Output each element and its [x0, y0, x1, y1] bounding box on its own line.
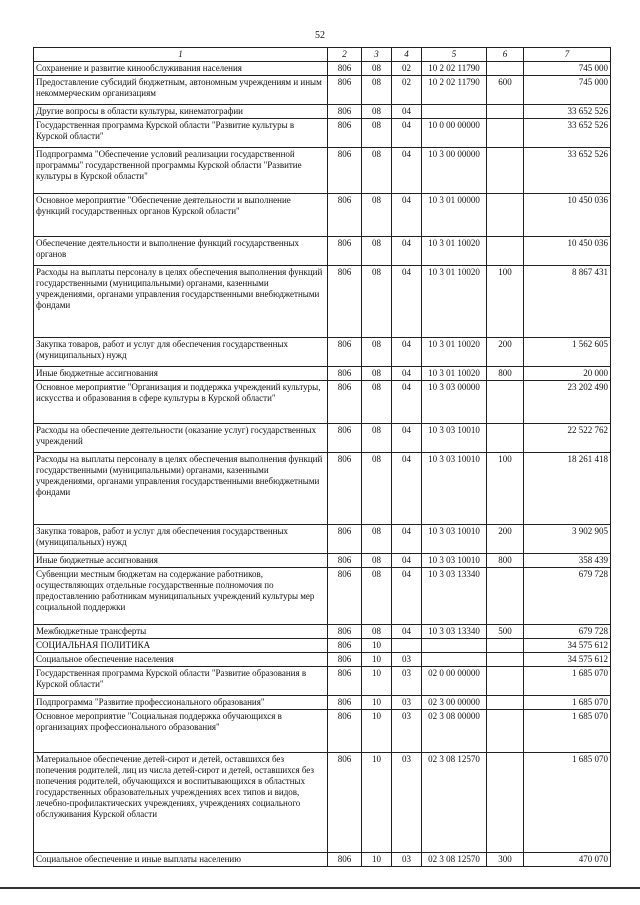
row-section: 08	[362, 568, 392, 625]
row-amount: 679 728	[524, 568, 611, 625]
row-expense-type	[487, 105, 524, 119]
row-name: Подпрограмма "Развитие профессионального образования"	[34, 696, 328, 710]
row-subsection: 03	[392, 753, 422, 853]
row-target-article: 10 3 03 13340	[422, 568, 487, 625]
row-ministry-code: 806	[328, 554, 362, 568]
row-ministry-code: 806	[328, 105, 362, 119]
row-section: 10	[362, 710, 392, 753]
row-amount: 1 685 070	[524, 696, 611, 710]
row-section: 08	[362, 424, 392, 453]
budget-table	[33, 47, 611, 867]
row-section: 10	[362, 753, 392, 853]
row-target-article: 10 3 03 10010	[422, 525, 487, 554]
row-amount: 33 652 526	[524, 119, 611, 148]
row-ministry-code: 806	[328, 367, 362, 381]
row-name: Расходы на выплаты персоналу в целях обеспечения выполнения функций государственными (муниципальными) органами, казенными учреждениями, органами управления государственными внебюджетными фондами	[34, 453, 328, 525]
row-name: Основное мероприятие "Организация и поддержка учреждений культуры, искусства и образования в сфере культуры в Курской области"	[34, 381, 328, 424]
row-expense-type	[487, 62, 524, 76]
row-name: Государственная программа Курской области "Развитие культуры в Курской области"	[34, 119, 328, 148]
row-amount: 33 652 526	[524, 148, 611, 194]
column-header: 3	[362, 48, 392, 62]
row-target-article: 10 3 03 10010	[422, 424, 487, 453]
row-target-article: 10 2 02 11790	[422, 76, 487, 105]
row-target-article: 10 3 01 10020	[422, 266, 487, 338]
row-name: Иные бюджетные ассигнования	[34, 554, 328, 568]
row-ministry-code: 806	[328, 525, 362, 554]
row-ministry-code: 806	[328, 424, 362, 453]
row-name: Субвенции местным бюджетам на содержание работников, осуществляющих отдельные государственные полномочия по предоставлению работникам муниципальных учреждений культуры мер социальной поддержки	[34, 568, 328, 625]
row-amount: 745 000	[524, 76, 611, 105]
table-row	[34, 710, 611, 753]
column-header: 1	[34, 48, 328, 62]
row-amount: 18 261 418	[524, 453, 611, 525]
row-ministry-code: 806	[328, 653, 362, 667]
row-subsection: 02	[392, 62, 422, 76]
row-subsection: 03	[392, 667, 422, 696]
row-subsection: 04	[392, 525, 422, 554]
row-name: Расходы на выплаты персоналу в целях обеспечения выполнения функций государственными (муниципальными) органами, казенными учреждениями, органами управления государственными внебюджетными фондами	[34, 266, 328, 338]
row-amount: 1 685 070	[524, 710, 611, 753]
page-number: 52	[315, 30, 325, 41]
row-section: 08	[362, 266, 392, 338]
row-ministry-code: 806	[328, 453, 362, 525]
row-section: 10	[362, 653, 392, 667]
row-ministry-code: 806	[328, 62, 362, 76]
row-target-article: 02 3 08 12570	[422, 753, 487, 853]
table-row	[34, 568, 611, 625]
row-ministry-code: 806	[328, 753, 362, 853]
row-expense-type	[487, 696, 524, 710]
row-section: 08	[362, 367, 392, 381]
row-subsection: 03	[392, 653, 422, 667]
row-target-article: 10 3 01 10020	[422, 338, 487, 367]
row-name: Другие вопросы в области культуры, кинематографии	[34, 105, 328, 119]
row-name: Социальное обеспечение населения	[34, 653, 328, 667]
row-ministry-code: 806	[328, 76, 362, 105]
row-amount: 34 575 612	[524, 653, 611, 667]
table-row	[34, 237, 611, 266]
row-amount: 470 070	[524, 853, 611, 867]
row-ministry-code: 806	[328, 568, 362, 625]
row-target-article: 10 0 00 00000	[422, 119, 487, 148]
row-subsection: 04	[392, 453, 422, 525]
row-subsection: 03	[392, 710, 422, 753]
row-name: Закупка товаров, работ и услуг для обеспечения государственных (муниципальных) нужд	[34, 338, 328, 367]
row-subsection: 04	[392, 119, 422, 148]
row-target-article	[422, 105, 487, 119]
row-ministry-code: 806	[328, 237, 362, 266]
table-row	[34, 853, 611, 867]
row-subsection: 04	[392, 237, 422, 266]
row-expense-type: 600	[487, 76, 524, 105]
row-target-article	[422, 653, 487, 667]
row-ministry-code: 806	[328, 667, 362, 696]
table-row	[34, 554, 611, 568]
row-target-article: 10 3 00 00000	[422, 148, 487, 194]
row-section: 08	[362, 338, 392, 367]
table-row	[34, 625, 611, 639]
column-header: 2	[328, 48, 362, 62]
row-target-article: 02 0 00 00000	[422, 667, 487, 696]
table-row	[34, 453, 611, 525]
row-subsection: 04	[392, 367, 422, 381]
table-row	[34, 62, 611, 76]
table-row	[34, 639, 611, 653]
row-expense-type: 200	[487, 338, 524, 367]
row-expense-type: 800	[487, 367, 524, 381]
row-name: Сохранение и развитие кинообслуживания населения	[34, 62, 328, 76]
row-target-article: 10 3 03 13340	[422, 625, 487, 639]
row-section: 08	[362, 237, 392, 266]
table-row	[34, 525, 611, 554]
row-expense-type	[487, 119, 524, 148]
row-section: 08	[362, 119, 392, 148]
row-ministry-code: 806	[328, 853, 362, 867]
table-row	[34, 194, 611, 237]
row-amount: 23 202 490	[524, 381, 611, 424]
column-header: 4	[392, 48, 422, 62]
column-header: 6	[487, 48, 524, 62]
row-subsection: 04	[392, 266, 422, 338]
row-ministry-code: 806	[328, 696, 362, 710]
table-row	[34, 753, 611, 853]
row-target-article: 10 3 03 10010	[422, 554, 487, 568]
row-expense-type: 200	[487, 525, 524, 554]
row-amount: 1 562 605	[524, 338, 611, 367]
row-target-article: 10 3 01 10020	[422, 367, 487, 381]
row-section: 08	[362, 554, 392, 568]
table-row	[34, 338, 611, 367]
row-ministry-code: 806	[328, 119, 362, 148]
row-expense-type	[487, 194, 524, 237]
row-target-article: 10 3 03 00000	[422, 381, 487, 424]
row-ministry-code: 806	[328, 381, 362, 424]
row-name: Подпрограмма "Обеспечение условий реализации государственной программы" государственной программы Курской области "Развитие культуры в Курской области"	[34, 148, 328, 194]
row-expense-type	[487, 424, 524, 453]
row-section: 10	[362, 696, 392, 710]
table-row	[34, 266, 611, 338]
row-ministry-code: 806	[328, 710, 362, 753]
row-amount: 1 685 070	[524, 753, 611, 853]
row-expense-type: 300	[487, 853, 524, 867]
row-expense-type: 100	[487, 453, 524, 525]
row-name: Расходы на обеспечение деятельности (оказание услуг) государственных учреждений	[34, 424, 328, 453]
row-section: 08	[362, 453, 392, 525]
row-name: Социальное обеспечение и иные выплаты населению	[34, 853, 328, 867]
row-expense-type: 100	[487, 266, 524, 338]
row-section: 08	[362, 525, 392, 554]
table-row	[34, 367, 611, 381]
row-subsection	[392, 639, 422, 653]
row-subsection: 02	[392, 76, 422, 105]
page-bottom-rule	[0, 887, 640, 889]
row-target-article: 10 3 01 10020	[422, 237, 487, 266]
row-section: 08	[362, 62, 392, 76]
row-amount: 20 000	[524, 367, 611, 381]
row-amount: 8 867 431	[524, 266, 611, 338]
row-expense-type	[487, 753, 524, 853]
row-subsection: 04	[392, 381, 422, 424]
table-row	[34, 653, 611, 667]
row-subsection: 04	[392, 568, 422, 625]
row-subsection: 04	[392, 148, 422, 194]
row-expense-type	[487, 653, 524, 667]
row-subsection: 03	[392, 696, 422, 710]
row-section: 08	[362, 148, 392, 194]
row-name: Иные бюджетные ассигнования	[34, 367, 328, 381]
row-expense-type	[487, 237, 524, 266]
row-amount: 34 575 612	[524, 639, 611, 653]
row-amount: 33 652 526	[524, 105, 611, 119]
row-amount: 1 685 070	[524, 667, 611, 696]
row-section: 10	[362, 853, 392, 867]
table-row	[34, 424, 611, 453]
row-subsection: 04	[392, 194, 422, 237]
column-header-row	[34, 48, 611, 62]
table-row	[34, 667, 611, 696]
row-expense-type	[487, 148, 524, 194]
row-ministry-code: 806	[328, 266, 362, 338]
row-section: 08	[362, 381, 392, 424]
row-amount: 358 439	[524, 554, 611, 568]
row-name: Основное мероприятие "Социальная поддержка обучающихся в организациях профессионального образования"	[34, 710, 328, 753]
row-amount: 679 728	[524, 625, 611, 639]
row-amount: 10 450 036	[524, 237, 611, 266]
row-target-article: 02 3 08 00000	[422, 710, 487, 753]
row-section: 08	[362, 194, 392, 237]
row-subsection: 04	[392, 625, 422, 639]
row-expense-type: 800	[487, 554, 524, 568]
row-ministry-code: 806	[328, 639, 362, 653]
row-expense-type	[487, 381, 524, 424]
table-row	[34, 105, 611, 119]
table-row	[34, 119, 611, 148]
row-name: СОЦИАЛЬНАЯ ПОЛИТИКА	[34, 639, 328, 653]
row-expense-type	[487, 667, 524, 696]
row-ministry-code: 806	[328, 194, 362, 237]
row-target-article: 02 3 08 12570	[422, 853, 487, 867]
column-header: 5	[422, 48, 487, 62]
row-amount: 10 450 036	[524, 194, 611, 237]
table-row	[34, 148, 611, 194]
row-name: Закупка товаров, работ и услуг для обеспечения государственных (муниципальных) нужд	[34, 525, 328, 554]
row-name: Обеспечение деятельности и выполнение функций государственных органов	[34, 237, 328, 266]
row-amount: 745 000	[524, 62, 611, 76]
row-target-article: 10 3 03 10010	[422, 453, 487, 525]
row-expense-type: 500	[487, 625, 524, 639]
row-section: 08	[362, 76, 392, 105]
row-subsection: 04	[392, 338, 422, 367]
row-target-article: 02 3 00 00000	[422, 696, 487, 710]
row-target-article	[422, 639, 487, 653]
row-subsection: 03	[392, 853, 422, 867]
row-section: 08	[362, 625, 392, 639]
row-target-article: 10 3 01 00000	[422, 194, 487, 237]
row-amount: 3 902 905	[524, 525, 611, 554]
table-row	[34, 76, 611, 105]
table-row	[34, 381, 611, 424]
row-name: Предоставление субсидий бюджетным, автономным учреждениям и иным некоммерческим организациям	[34, 76, 328, 105]
row-name: Государственная программа Курской области "Развитие образования в Курской области"	[34, 667, 328, 696]
row-name: Межбюджетные трансферты	[34, 625, 328, 639]
row-target-article: 10 2 02 11790	[422, 62, 487, 76]
row-ministry-code: 806	[328, 625, 362, 639]
row-name: Материальное обеспечение детей-сирот и детей, оставшихся без попечения родителей, лиц из числа детей-сирот и детей, оставшихся без попечения родителей, обучающихся и воспитывающихся в областных государственных образовательных учреждениях всех типов и видов, лечебно-профилактических учреждениях, учреждениях социального обслуживания Курской области	[34, 753, 328, 853]
row-subsection: 04	[392, 554, 422, 568]
row-subsection: 04	[392, 105, 422, 119]
row-subsection: 04	[392, 424, 422, 453]
row-section: 10	[362, 667, 392, 696]
row-amount: 22 522 762	[524, 424, 611, 453]
row-expense-type	[487, 639, 524, 653]
row-expense-type	[487, 568, 524, 625]
table-row	[34, 696, 611, 710]
row-name: Основное мероприятие "Обеспечение деятельности и выполнение функций государственных органов Курской области"	[34, 194, 328, 237]
row-section: 08	[362, 105, 392, 119]
row-expense-type	[487, 710, 524, 753]
row-section: 10	[362, 639, 392, 653]
row-ministry-code: 806	[328, 148, 362, 194]
row-ministry-code: 806	[328, 338, 362, 367]
column-header: 7	[524, 48, 611, 62]
